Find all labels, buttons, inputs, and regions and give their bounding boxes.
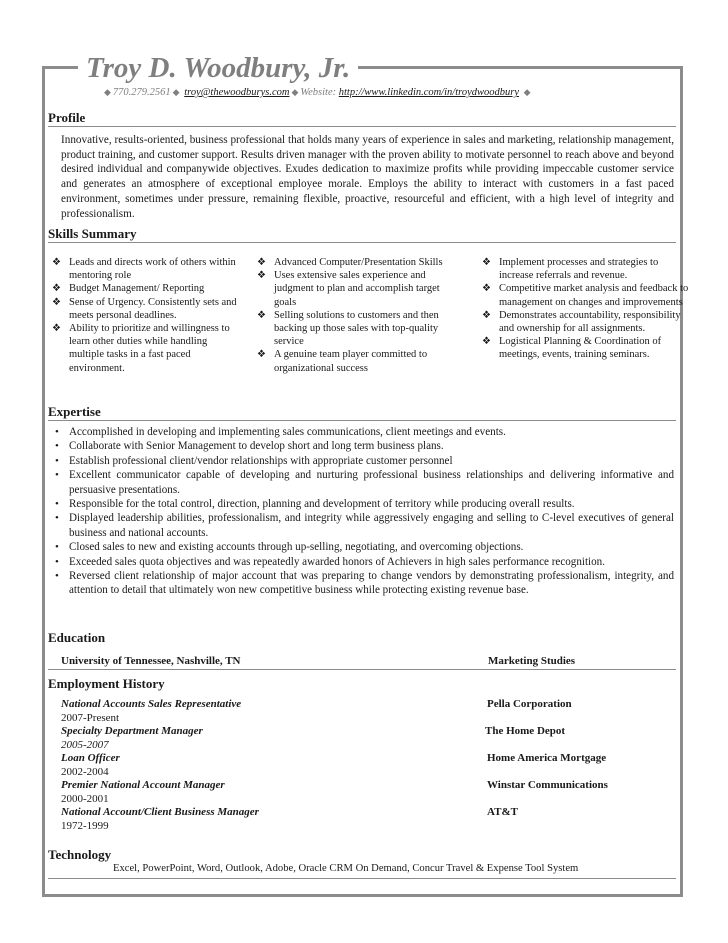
- diamond-bullet-icon: ❖: [482, 309, 491, 321]
- job-entry: [61, 752, 621, 779]
- diamond-icon: ◆: [523, 87, 531, 97]
- expertise-text: Displayed leadership abilities, professionalism, and integrity while aggressively engaging and selling to C-level executives of general business and national accounts.: [69, 512, 674, 539]
- expertise-item: [52, 569, 674, 598]
- skill-text: Budget Management/ Reporting: [69, 283, 205, 295]
- job-entry: [61, 698, 621, 725]
- bullet-icon: •: [55, 469, 59, 482]
- diamond-bullet-icon: ❖: [52, 323, 61, 335]
- expertise-text: Closed sales to new and existing accounts through up-selling, negotiating, and overcoming objections.: [69, 541, 524, 554]
- diamond-icon: ◆: [291, 87, 299, 97]
- technology-text: Excel, PowerPoint, Word, Outlook, Adobe, Oracle CRM On Demand, Concur Travel & Expense Tool System: [113, 863, 579, 874]
- diamond-bullet-icon: ❖: [482, 257, 491, 268]
- diamond-bullet-icon: ❖: [52, 296, 61, 308]
- expertise-text: Establish professional client/vendor relationships with appropriate customer personnel: [69, 454, 453, 467]
- skill-item: [52, 322, 238, 375]
- diamond-bullet-icon: ❖: [52, 283, 61, 295]
- job-title: National Account/Client Business Manager: [61, 806, 259, 818]
- job-company: AT&T: [487, 806, 518, 818]
- job-entry: [61, 806, 621, 833]
- technology-row: [48, 862, 676, 879]
- job-title: Loan Officer: [61, 752, 120, 764]
- education-row: [48, 655, 676, 670]
- diamond-bullet-icon: ❖: [257, 309, 266, 321]
- skills-column-3: [482, 256, 690, 362]
- expertise-item: [52, 425, 674, 439]
- skill-item: [482, 256, 690, 282]
- contact-line: [102, 87, 533, 98]
- skill-item: [257, 348, 463, 374]
- education-field: Marketing Studies: [488, 655, 576, 667]
- diamond-icon: ◆: [172, 87, 180, 97]
- skill-text: Uses extensive sales experience and judgment to plan and accomplish target goals: [274, 270, 440, 308]
- website-label: Website:: [300, 87, 337, 98]
- diamond-bullet-icon: ❖: [257, 257, 266, 268]
- email-link[interactable]: troy@thewoodburys.com: [184, 87, 290, 98]
- expertise-item: [52, 468, 674, 497]
- bullet-icon: •: [55, 555, 59, 568]
- skill-item: [52, 256, 238, 282]
- bullet-icon: •: [55, 440, 59, 453]
- expertise-item: [52, 454, 674, 468]
- expertise-item: [52, 555, 674, 569]
- diamond-bullet-icon: ❖: [482, 336, 491, 348]
- job-period: 2000-2001: [61, 792, 109, 805]
- expertise-item: [52, 540, 674, 554]
- expertise-item: [52, 497, 674, 511]
- section-heading-skills: Skills Summary: [48, 226, 676, 243]
- skill-item: [52, 296, 238, 322]
- diamond-bullet-icon: ❖: [257, 270, 266, 282]
- job-period: 2007-Present: [61, 711, 120, 724]
- bullet-icon: •: [55, 454, 59, 467]
- skills-column-1: [52, 256, 238, 375]
- candidate-name: Troy D. Woodbury, Jr.: [78, 52, 358, 84]
- section-heading-profile: Profile: [48, 110, 676, 127]
- job-period: 2005-2007: [61, 738, 109, 751]
- diamond-bullet-icon: ❖: [52, 257, 61, 268]
- skill-text: Competitive market analysis and feedback to management on changes and improvements: [499, 283, 689, 308]
- section-heading-education: Education: [48, 630, 106, 645]
- skill-text: Ability to prioritize and willingness to learn other duties while handling multiple tasks in a fast paced environment.: [69, 323, 230, 374]
- skill-text: Selling solutions to customers and then backing up those sales with top-quality service: [274, 309, 439, 348]
- job-title: National Accounts Sales Representative: [61, 698, 242, 710]
- bullet-icon: •: [55, 570, 59, 583]
- job-title: Specialty Department Manager: [61, 725, 203, 737]
- education-school: University of Tennessee, Nashville, TN: [61, 655, 241, 667]
- bullet-icon: •: [55, 541, 59, 554]
- bullet-icon: •: [55, 426, 59, 438]
- skill-text: Demonstrates accountability, responsibility and ownership for all assignments.: [499, 309, 681, 335]
- job-period: 2002-2004: [61, 765, 109, 778]
- skills-column-2: [257, 256, 463, 375]
- skill-text: A genuine team player committed to organizational success: [274, 349, 428, 374]
- profile-text: Innovative, results-oriented, business professional that holds many years of experience in sales and marketing, relationship management, product training, and customer support. Results driven manager with the proven ability to motivate personnel to reach above and beyond desired individual and companywide objectives. Exudes dedication to maximize profits while providing impeccable customer service and generates an atmosphere of exceptional employee morale. Employs the ability to interact with customers in a fast paced environment, sometimes under pressure, remaining flexible, proactive, resourceful and efficient, with a high level of integrity and professionalism.: [61, 134, 674, 220]
- job-company: The Home Depot: [485, 725, 566, 737]
- diamond-bullet-icon: ❖: [482, 283, 491, 295]
- section-heading-expertise: Expertise: [48, 404, 676, 421]
- expertise-text: Collaborate with Senior Management to develop short and long term business plans.: [69, 440, 444, 453]
- skill-text: Advanced Computer/Presentation Skills: [274, 257, 443, 268]
- skill-text: Logistical Planning & Coordination of meetings, events, training seminars.: [499, 336, 662, 361]
- expertise-text: Excellent communicator capable of developing and nurturing professional business relationships and delivering informative and persuasive presentations.: [69, 469, 674, 496]
- skill-item: [482, 309, 690, 335]
- job-entry: [61, 725, 621, 752]
- expertise-text: Exceeded sales quota objectives and was repeatedly awarded honors of Achievers in high sales performance recognition.: [69, 555, 605, 568]
- skill-text: Implement processes and strategies to increase referrals and revenue.: [499, 257, 659, 282]
- skill-item: [257, 256, 463, 269]
- job-company: Pella Corporation: [487, 698, 572, 710]
- website-link[interactable]: http://www.linkedin.com/in/troydwoodbury: [338, 87, 520, 98]
- diamond-bullet-icon: ❖: [257, 349, 266, 361]
- skill-item: [257, 309, 463, 349]
- skill-item: [482, 282, 690, 308]
- job-company: Winstar Communications: [487, 779, 608, 791]
- job-entry: [61, 779, 621, 806]
- job-company: Home America Mortgage: [487, 752, 607, 764]
- bullet-icon: •: [55, 512, 59, 525]
- section-heading-technology: Technology: [48, 847, 112, 862]
- job-period: 1972-1999: [61, 819, 109, 832]
- diamond-icon: ◆: [104, 87, 111, 97]
- skill-text: Sense of Urgency. Consistently sets and meets personal deadlines.: [69, 296, 237, 321]
- section-heading-employment: Employment History: [48, 676, 165, 691]
- expertise-item: [52, 511, 674, 540]
- expertise-list: [52, 425, 674, 598]
- skill-item: [257, 269, 463, 309]
- bullet-icon: •: [55, 498, 59, 511]
- expertise-item: [52, 439, 674, 453]
- job-title: Premier National Account Manager: [61, 779, 225, 791]
- expertise-text: Accomplished in developing and implementing sales communications, client meetings and events.: [69, 426, 506, 438]
- phone: 770.279.2561: [112, 87, 171, 98]
- skill-item: [52, 282, 238, 295]
- skill-item: [482, 335, 690, 361]
- expertise-text: Reversed client relationship of major account that was preparing to change vendors by demonstrating professionalism, integrity, and attention to detail that ultimately won new competitive business while protecting existing revenue base.: [69, 570, 674, 597]
- expertise-text: Responsible for the total control, direction, planning and development of territory while producing overall results.: [69, 498, 575, 511]
- skill-text: Leads and directs work of others within mentoring role: [69, 257, 236, 282]
